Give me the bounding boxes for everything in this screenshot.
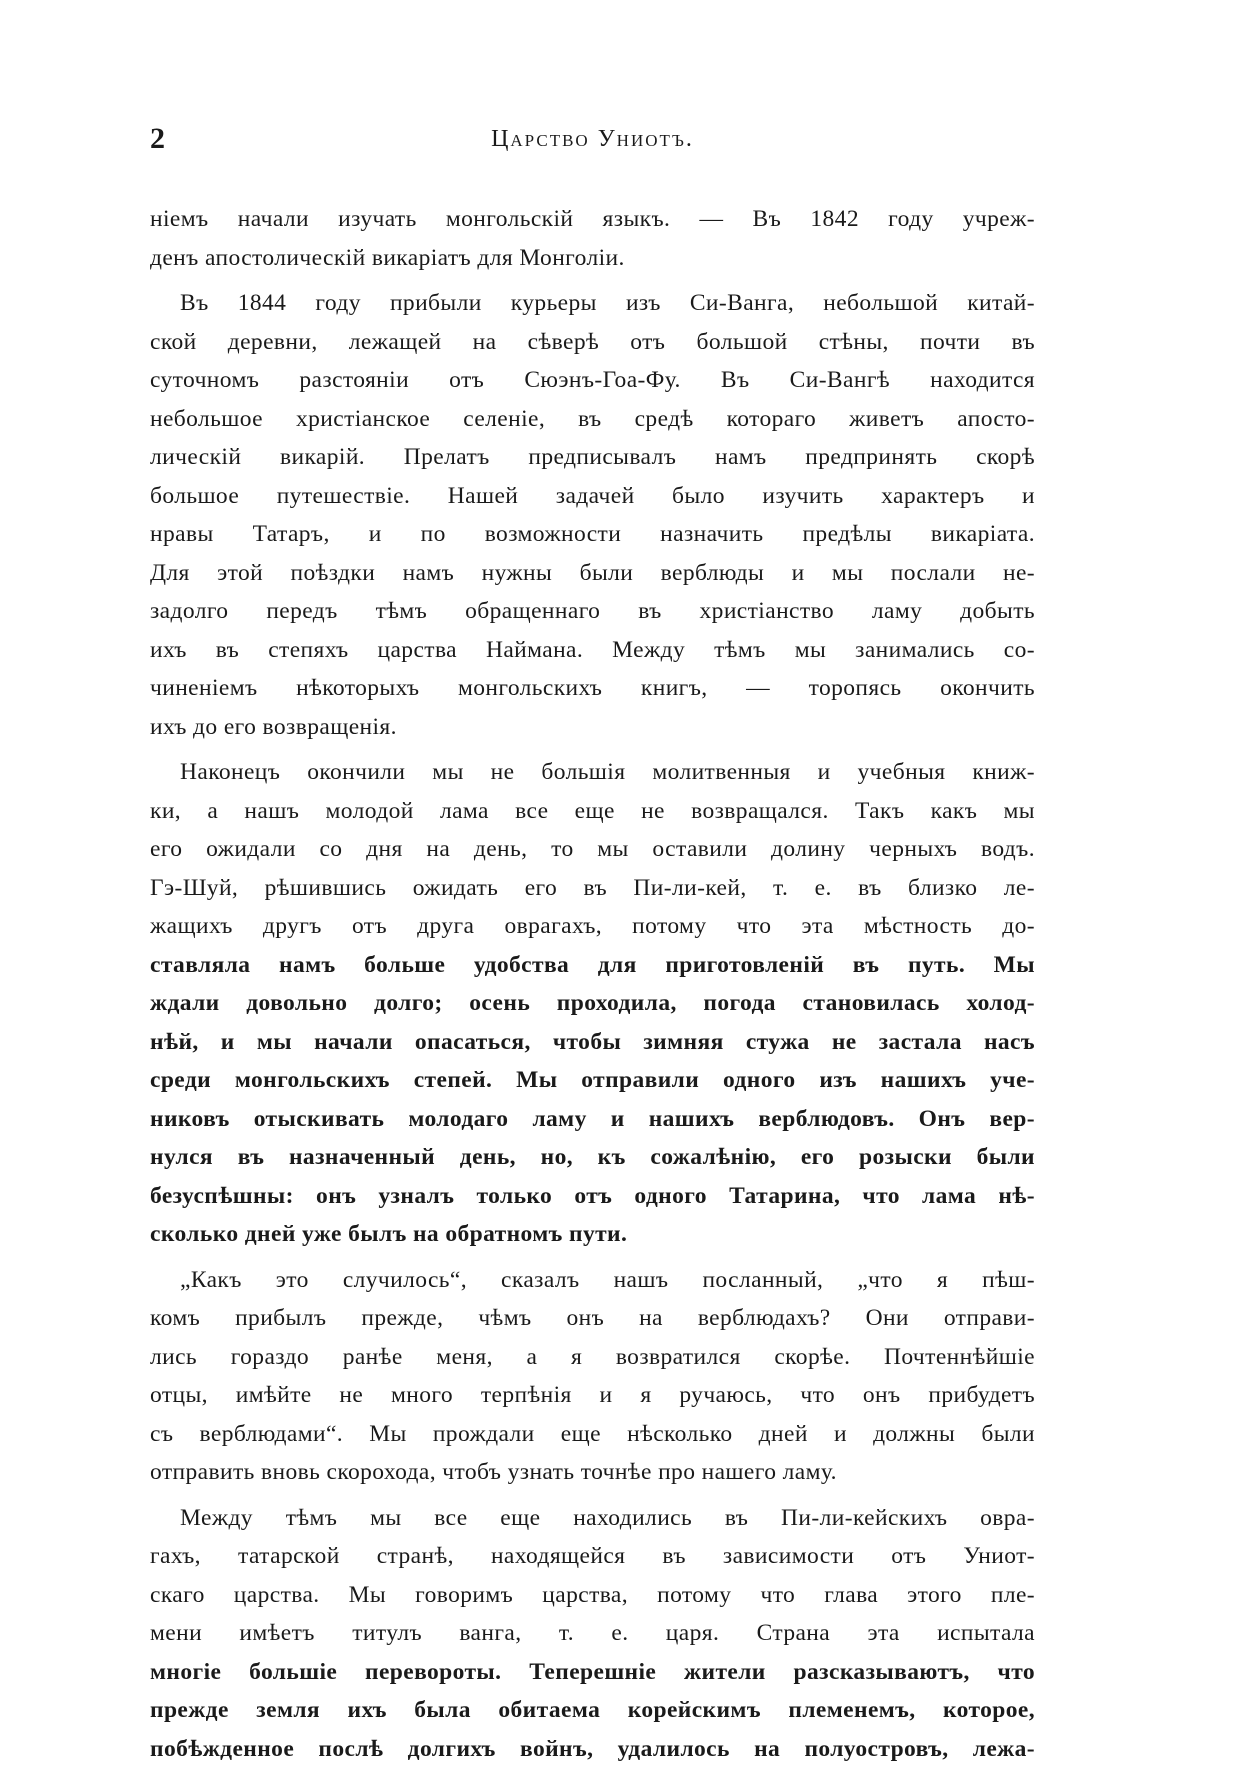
text-line: чиненіемъ нѣкоторыхъ монгольскихъ книгъ, — торопясь окончить — [150, 675, 1035, 701]
text-line: съ верблюдами“. Мы прождали еще нѣсколько дней и должны были — [150, 1420, 1035, 1447]
page-header — [150, 122, 1035, 162]
text-line: Наконецъ окончили мы не большія молитвенныя и учебныя книж- — [180, 759, 1035, 785]
text-line: его ожидали со дня на день, то мы оставили долину черныхъ водъ. — [150, 836, 1035, 862]
text-line: жащихъ другъ отъ друга оврагахъ, потому что эта мѣстность до- — [150, 913, 1035, 939]
text-line: небольшое христіанское селеніе, въ средѣ котораго живетъ апосто- — [150, 405, 1035, 432]
text-line: отцы, имѣйте не много терпѣнія и я ручаюсь, что онъ прибудетъ — [150, 1382, 1035, 1408]
text-line: побѣжденное послѣ долгихъ войнъ, удалилось на полуостровъ, лежа- — [150, 1735, 1035, 1762]
text-line: денъ апостолическій викаріатъ для Монголіи. — [150, 244, 625, 271]
text-line: безуспѣшны: онъ узналъ только отъ одного Татарина, что лама нѣ- — [150, 1182, 1035, 1209]
text-line: прежде земля ихъ была обитаема корейскимъ племенемъ, которое, — [150, 1697, 1035, 1723]
text-line: Гэ-Шуй, рѣшившись ожидать его въ Пи-ли-кей, т. е. въ близко ле- — [150, 874, 1035, 901]
text-line: „Какъ это случилось“, сказалъ нашъ посланный, „что я пѣш- — [180, 1266, 1035, 1293]
text-line: ской деревни, лежащей на сѣверѣ отъ большой стѣны, почти въ — [150, 328, 1035, 355]
text-line: лись гораздо ранѣе меня, а я возвратился скорѣе. Почтеннѣйшіе — [150, 1343, 1035, 1370]
text-line: ставляла намъ больше удобства для приготовленій въ путь. Мы — [150, 951, 1035, 978]
text-line: суточномъ разстояніи отъ Сюэнъ-Гоа-Фу. Въ Си-Вангѣ находится — [150, 367, 1035, 393]
text-line: ки, а нашъ молодой лама все еще не возвращался. Такъ какъ мы — [150, 797, 1035, 824]
paragraph — [150, 284, 1035, 746]
text-line: большое путешествіе. Нашей задачей было изучить характеръ и — [150, 482, 1035, 509]
text-line: мени имѣетъ титулъ ванга, т. е. царя. Страна эта испытала — [150, 1620, 1035, 1646]
text-line: задолго передъ тѣмъ обращеннаго въ христіанство ламу добыть — [150, 598, 1035, 624]
paragraph — [150, 200, 1035, 277]
text-line: нравы Татаръ, и по возможности назначить предѣлы викаріата. — [150, 521, 1035, 547]
text-line: нулся въ назначенный день, но, къ сожалѣнію, его розыски были — [150, 1144, 1035, 1170]
text-line: комъ прибылъ прежде, чѣмъ онъ на верблюдахъ? Они отправи- — [150, 1305, 1035, 1331]
text-line: ихъ въ степяхъ царства Наймана. Между тѣмъ мы занимались со- — [150, 636, 1035, 663]
text-line: нѣй, и мы начали опасаться, чтобы зимняя стужа не застала насъ — [150, 1028, 1035, 1055]
text-line: скаго царства. Мы говоримъ царства, потому что глава этого пле- — [150, 1581, 1035, 1608]
text-line: ждали довольно долго; осень проходила, погода становилась холод- — [150, 990, 1035, 1016]
text-line: многіе большіе перевороты. Теперешніе жители разсказываютъ, что — [150, 1658, 1035, 1685]
text-line: Для этой поѣздки намъ нужны были верблюды и мы послали не- — [150, 559, 1035, 586]
text-line: ихъ до его возвращенія. — [150, 713, 397, 740]
text-line: Въ 1844 году прибыли курьеры изъ Си-Ванга, небольшой китай- — [180, 290, 1035, 316]
paragraph — [150, 1499, 1035, 1769]
text-line: среди монгольскихъ степей. Мы отправили одного изъ нашихъ уче- — [150, 1067, 1035, 1093]
paragraph — [150, 753, 1035, 1254]
text-line: лическій викарій. Прелатъ предписывалъ намъ предпринять скорѣ — [150, 444, 1035, 470]
text-line: никовъ отыскивать молодаго ламу и нашихъ верблюдовъ. Онъ вер- — [150, 1105, 1035, 1132]
text-line: отправить вновь скорохода, чтобъ узнать точнѣе про нашего ламу. — [150, 1459, 837, 1485]
body-text — [150, 200, 1035, 1775]
text-line: Между тѣмъ мы все еще находились въ Пи-ли-кейскихъ овра- — [180, 1504, 1035, 1531]
paragraph — [150, 1261, 1035, 1492]
text-line: гахъ, татарской странѣ, находящейся въ зависимости отъ Униот- — [150, 1543, 1035, 1569]
text-line: ніемъ начали изучать монгольскій языкъ. — Въ 1842 году учреж- — [150, 206, 1035, 232]
text-line: сколько дней уже былъ на обратномъ пути. — [150, 1221, 628, 1247]
running-title: Царство Униотъ. — [491, 126, 694, 152]
page-number: 2 — [150, 122, 165, 155]
